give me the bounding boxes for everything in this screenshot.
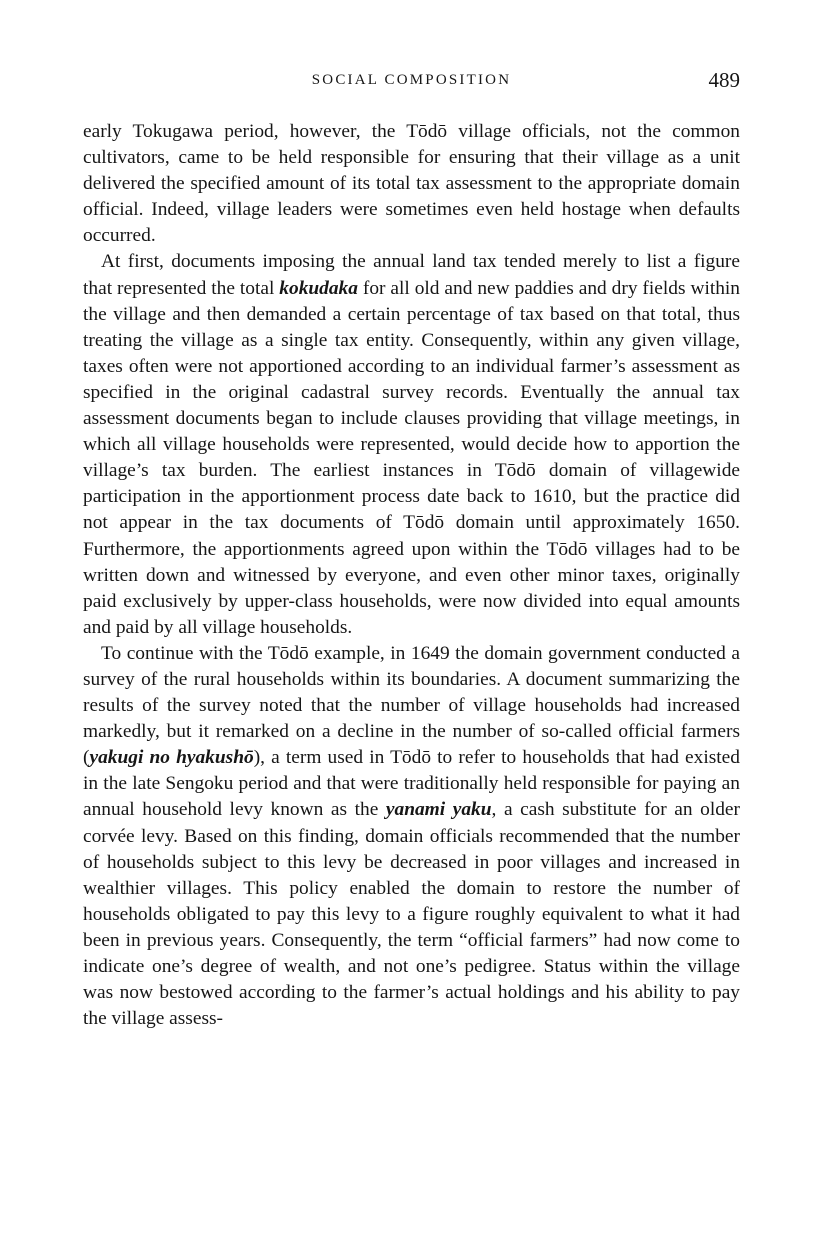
paragraph <box>83 119 740 249</box>
paragraph <box>83 641 740 1032</box>
italic-term-yakugi-no-hyakusho: yakugi no hyakushō <box>89 747 254 769</box>
book-page <box>83 68 740 1032</box>
italic-term-kokudaka: kokudaka <box>279 277 358 299</box>
text-span: ), a term used in Tōdō to refer to households that had existed in the late Sengoku period and that were traditionally held responsible for paying an annual household levy known as the <box>83 747 740 821</box>
text-span: for all old and new paddies and dry fields within the village and then demanded a certain percentage of tax based on that total, thus treating the village as a single tax entity. Consequently, within any given village, taxes often were not apportioned according to an individual farmer’s assessment as specified in the original cadastral survey records. Eventually the annual tax assessment documents began to include clauses providing that village meetings, in which all village households were represented, would decide how to apportion the village’s tax burden. The earliest instances in Tōdō domain of villagewide participation in the apportionment process date back to 1610, but the practice did not appear in the tax documents of Tōdō domain until approximately 1650. Furthermore, the apportionments agreed upon within the Tōdō villages had to be written down and witnessed by everyone, and even other minor taxes, originally paid exclusively by upper-class households, were now divided into equal amounts and paid by all village households. <box>83 277 740 638</box>
paragraph <box>83 249 740 640</box>
text-span: early Tokugawa period, however, the Tōdō village officials, not the common cultivators, came to be held responsible for ensuring that their village as a unit delivered the specified amount of its total tax assessment to the appropriate domain official. Indeed, village leaders were sometimes even held hostage when defaults occurred. <box>83 121 740 247</box>
page-number: 489 <box>708 68 740 92</box>
italic-term-yanami-yaku: yanami yaku <box>385 799 492 821</box>
text-span: , a cash substitute for an older corvée levy. Based on this finding, domain officials recommended that the number of households subject to this levy be decreased in poor villages and increased in wealthier villages. This policy enabled the domain to restore the number of households obligated to pay this levy to a figure roughly equivalent to what it had been in previous years. Consequently, the term “official farmers” had now come to indicate one’s degree of wealth, and not one’s pedigree. Status within the village was now bestowed according to the farmer’s actual holdings and his ability to pay the village assess- <box>83 799 740 1030</box>
running-title: SOCIAL COMPOSITION <box>311 72 512 88</box>
text-span: At first, documents imposing the annual land tax tended merely to list a figure that represented the total <box>83 251 740 299</box>
running-head <box>83 68 740 102</box>
text-span: To continue with the Tōdō example, in 1649 the domain government conducted a survey of the rural households within its boundaries. A document summarizing the results of the survey noted that the number of village households had increased markedly, but it remarked on a decline in the number of so-called official farmers ( <box>83 642 740 769</box>
body-text <box>83 119 740 1032</box>
